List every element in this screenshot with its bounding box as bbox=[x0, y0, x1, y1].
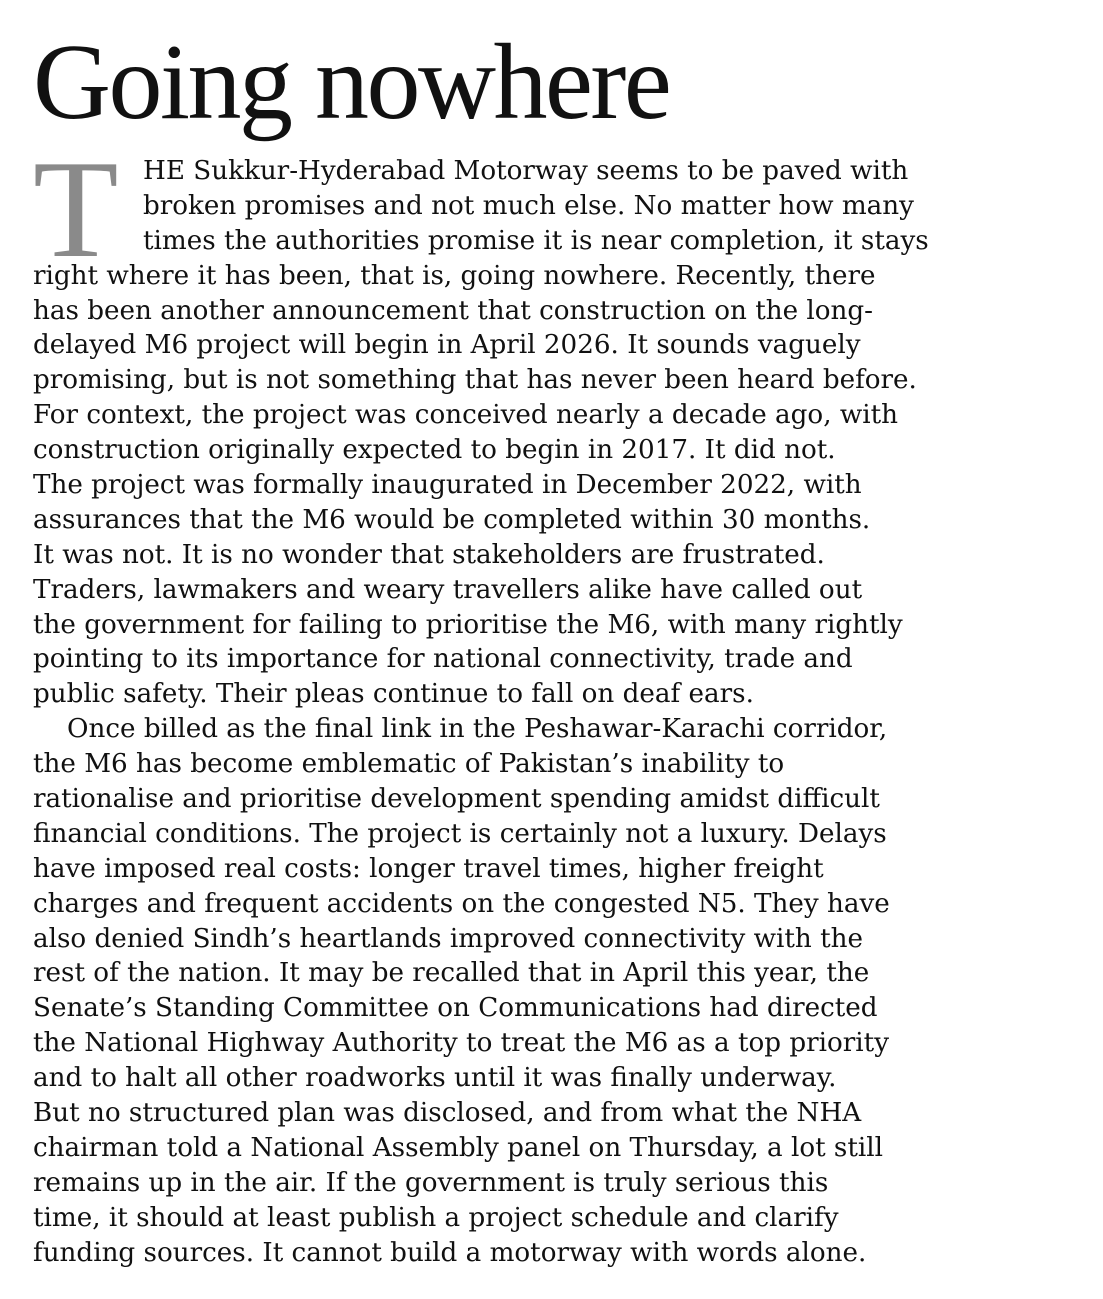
text-line: pointing to its importance for national connectivity, trade and bbox=[33, 644, 853, 675]
text-line: The project was formally inaugurated in December 2022, with bbox=[33, 470, 862, 501]
text-line: assurances that the M6 would be completed within 30 months. bbox=[33, 504, 871, 535]
text-line: have imposed real costs: longer travel times, higher freight bbox=[33, 853, 824, 884]
text-line: delayed M6 project will begin in April 2026. It sounds vaguely bbox=[33, 330, 861, 361]
text-line: construction originally expected to begin in 2017. It did not. bbox=[33, 435, 836, 466]
text-line: For context, the project was conceived nearly a decade ago, with bbox=[33, 400, 899, 431]
text-line: remains up in the air. If the government is truly serious this bbox=[33, 1167, 829, 1198]
text-line: right where it has been, that is, going nowhere. Recently, there bbox=[33, 260, 876, 291]
text-line: the M6 has become emblematic of Pakistan’s inability to bbox=[33, 749, 785, 780]
text-line: the government for failing to prioritise the M6, with many rightly bbox=[33, 609, 903, 640]
article-body bbox=[33, 132, 1078, 1271]
text-line: promising, but is not something that has never been heard before. bbox=[33, 365, 917, 396]
text-line: the National Highway Authority to treat the M6 as a top priority bbox=[33, 1028, 889, 1059]
text-line: rest of the nation. It may be recalled that in April this year, the bbox=[33, 958, 870, 989]
text-line: Once billed as the final link in the Peshawar-Karachi corridor, bbox=[67, 714, 888, 745]
text-line: HE Sukkur-Hyderabad Motorway seems to be paved with bbox=[143, 156, 909, 186]
text-line: It was not. It is no wonder that stakeholders are frustrated. bbox=[33, 539, 825, 570]
text-line: public safety. Their pleas continue to fall on deaf ears. bbox=[33, 679, 754, 710]
paragraph-2 bbox=[33, 712, 1078, 1270]
text-line: and to halt all other roadworks until it was finally underway. bbox=[33, 1063, 837, 1094]
text-line: charges and frequent accidents on the congested N5. They have bbox=[33, 888, 890, 919]
text-line: has been another announcement that construction on the long- bbox=[33, 295, 874, 326]
text-line: chairman told a National Assembly panel on Thursday, a lot still bbox=[33, 1132, 884, 1163]
drop-cap: T bbox=[33, 132, 119, 287]
text-line: Traders, lawmakers and weary travellers alike have called out bbox=[33, 574, 863, 605]
editorial-article bbox=[33, 22, 1078, 1271]
text-line: funding sources. It cannot build a motorway with words alone. bbox=[33, 1237, 867, 1268]
text-line: also denied Sindh’s heartlands improved connectivity with the bbox=[33, 923, 863, 954]
text-line: time, it should at least publish a project schedule and clarify bbox=[33, 1202, 839, 1233]
text-line: times the authorities promise it is near completion, it stays bbox=[143, 225, 929, 256]
text-line: broken promises and not much else. No matter how many bbox=[143, 190, 914, 221]
text-line: financial conditions. The project is certainly not a luxury. Delays bbox=[33, 818, 887, 849]
headline: Going nowhere bbox=[33, 23, 670, 142]
text-line: But no structured plan was disclosed, and from what the NHA bbox=[33, 1098, 862, 1129]
text-line: rationalise and prioritise development spending amidst difficult bbox=[33, 784, 880, 815]
paragraph-1 bbox=[33, 132, 1078, 712]
text-line: Senate’s Standing Committee on Communications had directed bbox=[33, 993, 878, 1024]
